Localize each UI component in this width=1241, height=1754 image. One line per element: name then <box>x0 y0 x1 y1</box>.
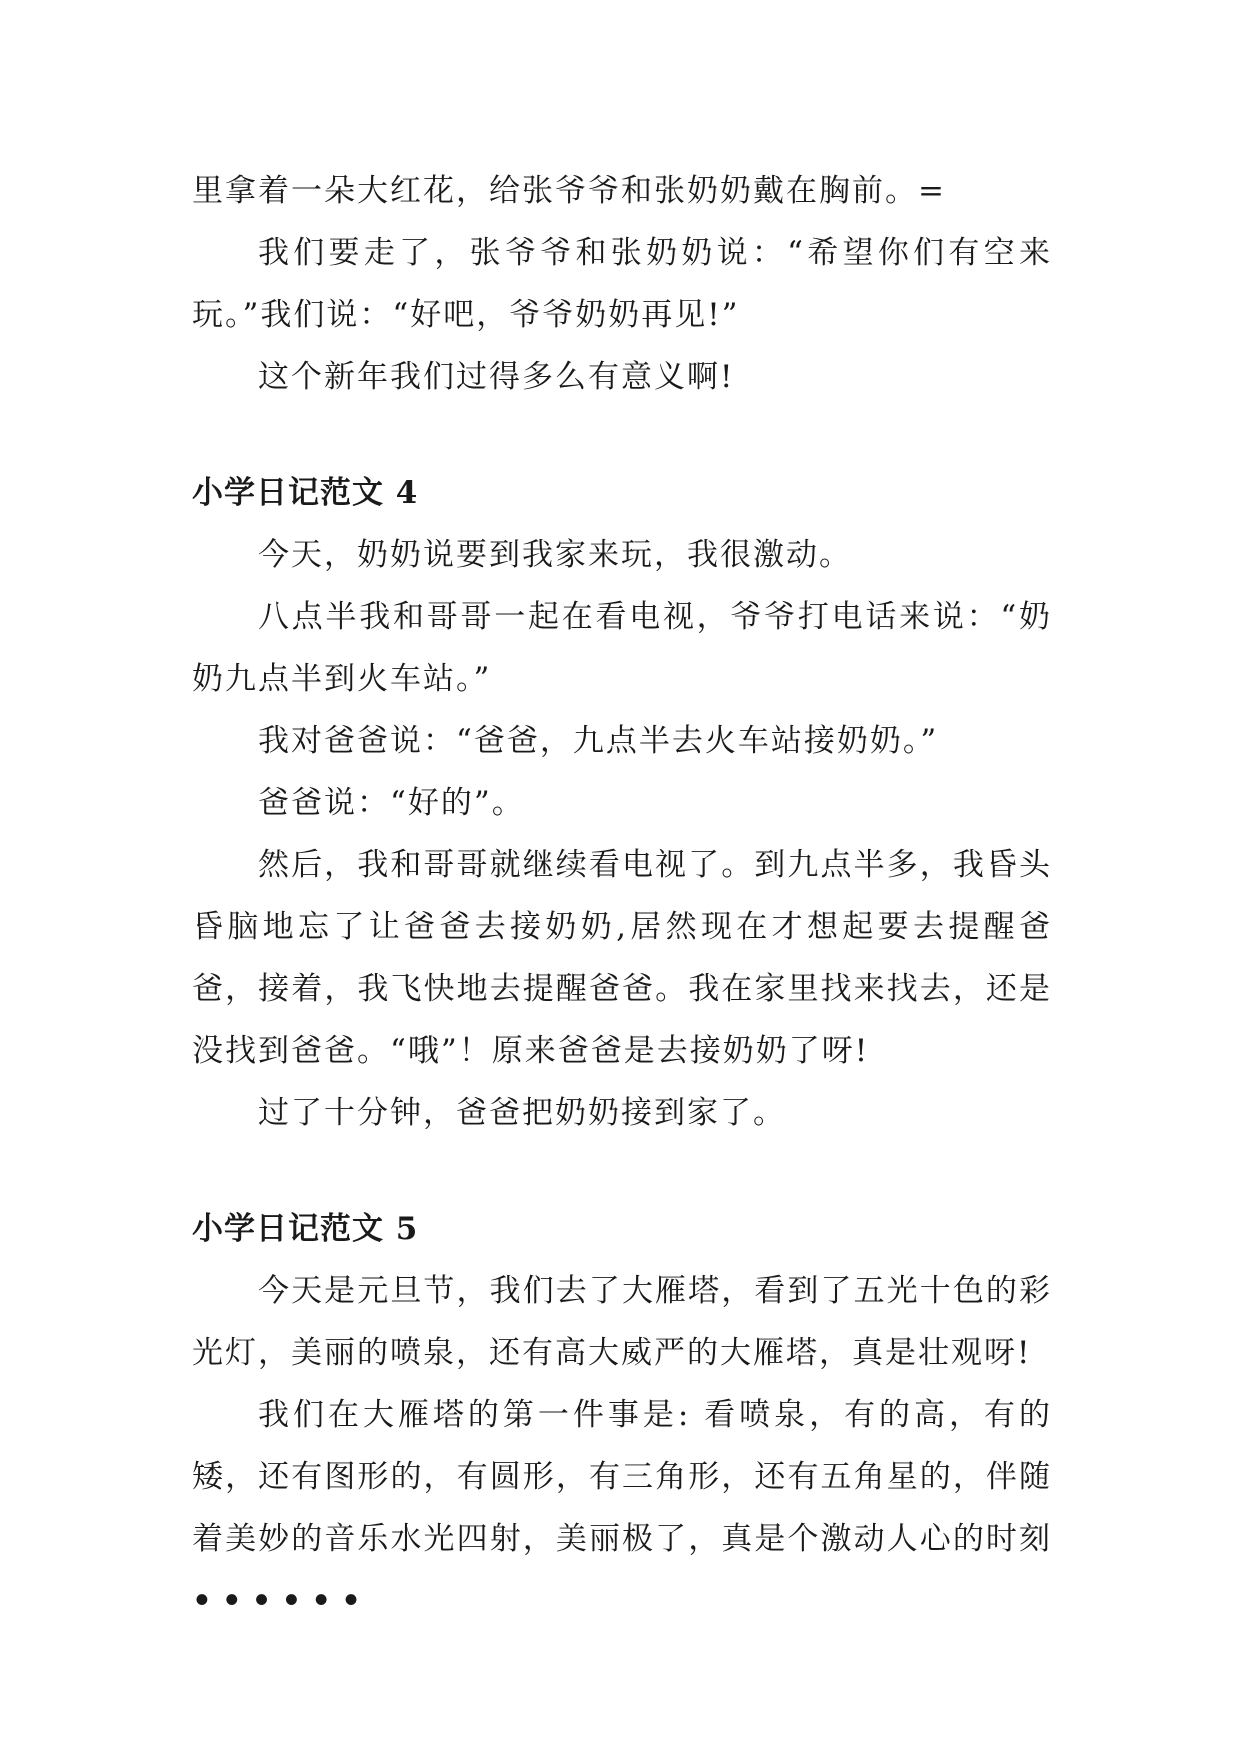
section-4-title: 小学日记范文 4 <box>192 475 419 511</box>
section-5-paragraph-2-text: 我们在大雁塔的第一件事是: 看喷泉，有的高，有的矮，还有图形的，有圆形，有三角形，还有五角星的，伴随着美妙的音乐水光四射，美丽极了，真是个激动人心的时刻 <box>192 1397 1052 1557</box>
paragraph-continuation-3: 这个新年我们过得多么有意义啊! <box>258 359 735 395</box>
section-4-paragraph-5: 然后，我和哥哥就继续看电视了。到九点半多，我昏头昏脑地忘了让爸爸去接奶奶,居然现在才想起要去提醒爸爸，接着，我飞快地去提醒爸爸。我在家里找来找去，还是没找到爸爸。“哦”！原来爸爸是去接奶奶了呀! <box>192 847 1052 1069</box>
section-5-paragraph-2 <box>192 1384 1052 1632</box>
section-spacer <box>192 1144 1052 1198</box>
paragraph-continuation-1: 里拿着一朵大红花，给张爷爷和张奶奶戴在胸前。= <box>192 173 946 209</box>
section-4-paragraph-2: 八点半我和哥哥一起在看电视，爷爷打电话来说：“奶奶九点半到火车站。” <box>192 599 1052 697</box>
section-4-paragraph-6: 过了十分钟，爸爸把奶奶接到家了。 <box>258 1095 786 1131</box>
paragraph-continuation-2: 我们要走了，张爷爷和张奶奶说：“希望你们有空来玩。”我们说：“好吧，爷爷奶奶再见!” <box>192 235 1052 333</box>
section-spacer <box>192 408 1052 462</box>
section-5-paragraph-1: 今天是元旦节，我们去了大雁塔，看到了五光十色的彩光灯，美丽的喷泉，还有高大威严的大雁塔，真是壮观呀! <box>192 1273 1052 1371</box>
document-page <box>192 160 1052 1632</box>
section-4-paragraph-1: 今天，奶奶说要到我家来玩，我很激动。 <box>258 537 852 573</box>
section-4-paragraph-4: 爸爸说：“好的”。 <box>258 785 525 821</box>
section-5-title: 小学日记范文 5 <box>192 1211 419 1247</box>
section-4-paragraph-3: 我对爸爸说：“爸爸，九点半去火车站接奶奶。” <box>258 723 939 759</box>
ellipsis-dots: •••••• <box>192 1583 371 1619</box>
